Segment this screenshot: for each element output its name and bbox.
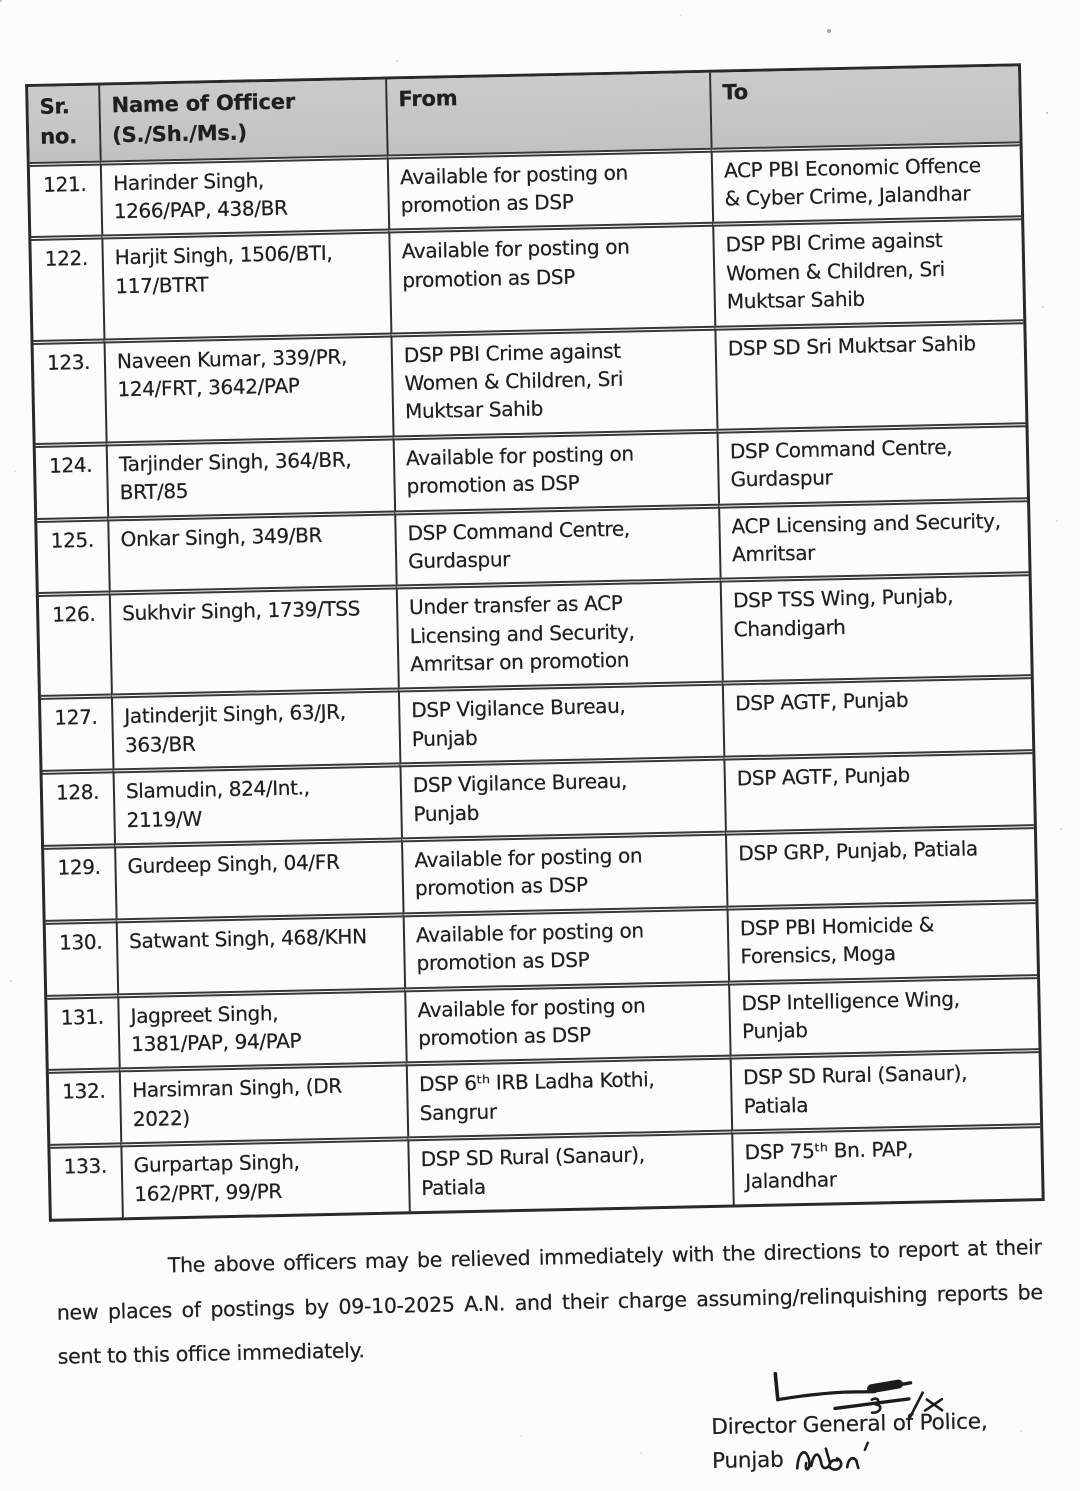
- cell-from-posting: DSP Vigilance Bureau, Punjab: [398, 681, 723, 763]
- cell-officer-name: Tarjinder Singh, 364/BR, BRT/85: [106, 435, 395, 516]
- cell-from-posting: Available for posting on promotion as DSP: [404, 980, 729, 1062]
- cell-sr-no: 125.: [37, 516, 109, 592]
- cell-to-posting: DSP SD Sri Muktsar Sahib: [714, 319, 1025, 429]
- cell-officer-name: Harjit Singh, 1506/BTI, 117/BTRT: [101, 229, 390, 338]
- cell-from-posting: Available for posting on promotion as DSP: [393, 428, 718, 510]
- document-sheet: [25, 63, 1046, 1491]
- cell-to-posting: DSP GRP, Punjab, Patiala: [725, 824, 1035, 905]
- officer-transfer-table: [25, 63, 1045, 1222]
- cell-officer-name: Naveen Kumar, 339/PR, 124/FRT, 3642/PAP: [103, 332, 392, 441]
- cell-from-posting: DSP PBI Crime against Women & Children, Sri Muktsar Sahib: [390, 325, 716, 435]
- closing-paragraph: The above officers may be relieved immediately with the directions to report at their new places of postings by 09-10-2025 A.N. and their charge assuming/relinquishing reports be sent to this office immediately.: [56, 1235, 1043, 1370]
- cell-to-posting: DSP AGTF, Punjab: [722, 675, 1032, 756]
- cell-officer-name: Harinder Singh, 1266/PAP, 438/BR: [100, 154, 389, 235]
- cell-to-posting: DSP 75ᵗʰ Bn. PAP, Jalandhar: [731, 1123, 1041, 1204]
- column-header-from: From: [385, 73, 710, 154]
- name-scribble-mark: [791, 1440, 876, 1476]
- cell-officer-name: Jagpreet Singh, 1381/PAP, 94/PAP: [117, 987, 406, 1068]
- cell-to-posting: DSP Intelligence Wing, Punjab: [728, 974, 1038, 1055]
- cell-sr-no: 129.: [44, 843, 116, 919]
- column-header-sr-no: Sr. no.: [28, 86, 100, 162]
- cell-from-posting: DSP 6ᵗʰ IRB Ladha Kothi, Sangrur: [406, 1055, 731, 1137]
- cell-to-posting: ACP PBI Economic Offence & Cyber Crime, Jalandhar: [711, 141, 1021, 222]
- cell-from-posting: DSP Vigilance Bureau, Punjab: [399, 756, 724, 838]
- signature-block: [710, 1363, 1032, 1477]
- cell-sr-no: 132.: [49, 1068, 121, 1144]
- cell-officer-name: Satwant Singh, 468/KHN: [116, 912, 405, 993]
- cell-to-posting: DSP PBI Crime against Women & Children, Sri Muktsar Sahib: [712, 216, 1023, 326]
- designation-line-2: Punjab: [711, 1447, 784, 1475]
- cell-sr-no: 121.: [30, 160, 102, 236]
- cell-to-posting: DSP SD Rural (Sanaur), Patiala: [730, 1048, 1040, 1129]
- column-header-to: To: [709, 66, 1019, 147]
- cell-officer-name: Slamudin, 824/Int., 2119/W: [112, 763, 401, 844]
- cell-officer-name: Gurdeep Singh, 04/FR: [114, 837, 403, 918]
- cell-officer-name: Sukhvir Singh, 1739/TSS: [109, 585, 398, 694]
- cell-sr-no: 133.: [50, 1143, 122, 1219]
- cell-sr-no: 127.: [41, 694, 113, 770]
- cell-sr-no: 126.: [39, 591, 111, 696]
- cell-sr-no: 122.: [31, 235, 103, 340]
- designation-line-1: Director General of Police,: [711, 1409, 988, 1441]
- cell-officer-name: Onkar Singh, 349/BR: [107, 510, 396, 591]
- cell-to-posting: DSP TSS Wing, Punjab, Chandigarh: [720, 572, 1031, 682]
- cell-from-posting: Available for posting on promotion as DSP: [387, 147, 712, 229]
- cell-from-posting: Under transfer as ACP Licensing and Security, Amritsar on promotion: [396, 578, 722, 688]
- cell-officer-name: Gurpartap Singh, 162/PRT, 99/PR: [120, 1137, 409, 1218]
- cell-to-posting: DSP AGTF, Punjab: [723, 749, 1033, 830]
- cell-sr-no: 131.: [47, 993, 119, 1069]
- cell-officer-name: Harsimran Singh, (DR 2022): [119, 1062, 408, 1143]
- cell-sr-no: 130.: [46, 918, 118, 994]
- cell-from-posting: Available for posting on promotion as DSP: [401, 831, 726, 913]
- cell-to-posting: DSP PBI Homicide & Forensics, Moga: [726, 899, 1036, 980]
- cell-from-posting: Available for posting on promotion as DSP: [388, 222, 714, 332]
- cell-sr-no: 128.: [42, 769, 114, 845]
- cell-sr-no: 123.: [33, 338, 105, 443]
- column-header-officer-name: Name of Officer (S./Sh./Ms.): [98, 80, 386, 161]
- cell-from-posting: DSP SD Rural (Sanaur), Patiala: [407, 1130, 732, 1212]
- cell-sr-no: 124.: [36, 441, 108, 517]
- cell-from-posting: DSP Command Centre, Gurdaspur: [394, 503, 719, 585]
- cell-to-posting: ACP Licensing and Security, Amritsar: [718, 497, 1028, 578]
- cell-from-posting: Available for posting on promotion as DSP: [403, 905, 728, 987]
- cell-to-posting: DSP Command Centre, Gurdaspur: [716, 422, 1026, 503]
- cell-officer-name: Jatinderjit Singh, 63/JR, 363/BR: [111, 688, 400, 769]
- scan-noise-speckles: [0, 0, 2, 2]
